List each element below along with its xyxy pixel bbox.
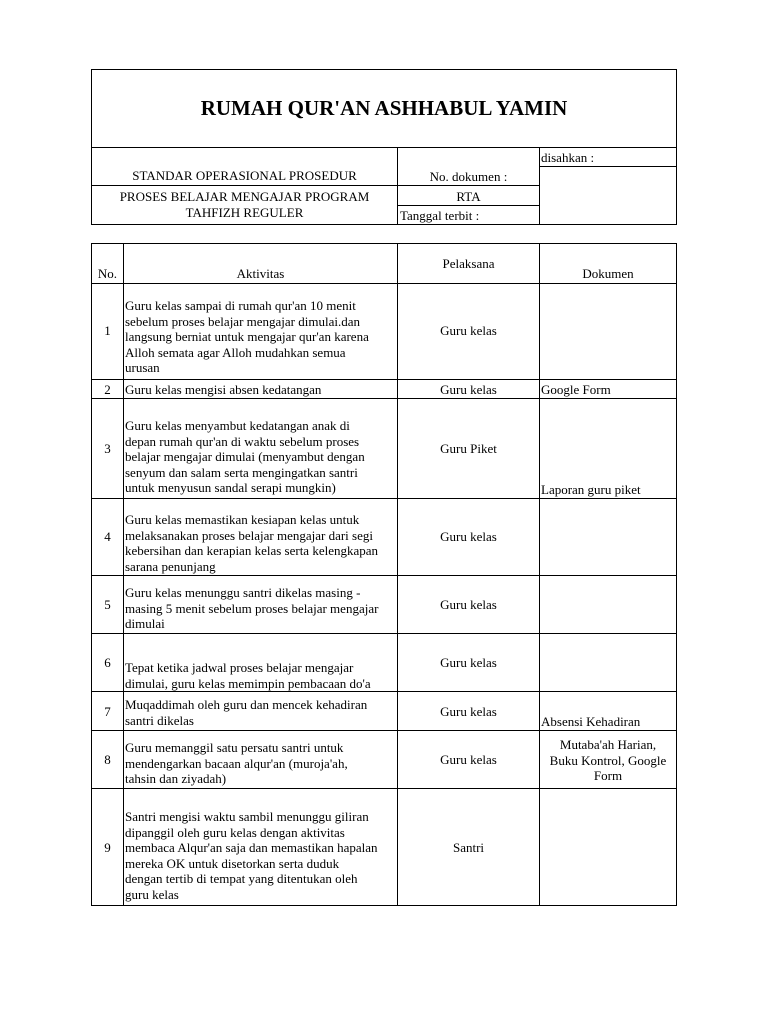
column-header-no: No. [97,266,118,281]
row-document: Mutaba'ah Harian, Buku Kontrol, Google Form [549,737,667,783]
row-activity: Muqaddimah oleh guru dan mencek kehadiran santri dikelas [125,697,368,728]
table-row-line [91,633,677,634]
row-activity: Guru kelas menunggu santri dikelas masing - masing 5 menit sebelum proses belajar mengajar dimulai [125,585,379,631]
table-row-line [91,398,677,399]
issue-date-label: Tanggal terbit : [400,208,480,223]
row-activity: Santri mengisi waktu sambil menunggu giliran dipanggil oleh guru kelas dengan aktivitas membaca Alqur'an saja dan memastikan hapalan mereka OK untuk disetorkan serta duduk dengan tertib di tempat yang ditentukan oleh guru kelas [125,809,378,902]
table-row-line [91,905,677,906]
row-activity: Guru kelas memastikan kesiapan kelas untuk melaksanakan proses belajar mengajar dari segi kebersihan dan kerapian kelas serta kelengkapan sarana penunjang [125,512,379,574]
row-executor: Guru kelas [440,597,497,612]
row-number: 2 [104,382,111,397]
header-row-divider-left [91,185,540,186]
row-executor: Santri [452,840,485,855]
column-header-executor: Pelaksana [442,256,495,271]
header-divider-bottom [91,224,677,225]
table-row-line [91,575,677,576]
row-activity: Guru memanggil satu persatu santri untuk mendengarkan bacaan alqur'an (muroja'ah, tahsin dan ziyadah) [125,740,348,786]
row-activity: Tepat ketika jadwal proses belajar mengajar dimulai, guru kelas memimpin pembacaan do'a [125,660,371,691]
table-row-line [91,379,677,380]
doc-no-label: No. dokumen : [429,169,508,184]
row-document: Absensi Kehadiran [541,714,641,729]
row-activity: Guru kelas menyambut kedatangan anak di depan rumah qur'an di waktu sebelum proses belajar mengajar dimulai (menyambut dengan senyum dan salam serta mengingatkan santri untuk menyusun sandal serapi mungkin) [125,418,365,495]
row-number: 3 [104,441,111,456]
header-divider-title [91,147,677,148]
table-row-line [91,283,677,284]
row-number: 8 [104,752,111,767]
table-row-line [91,498,677,499]
row-executor: Guru Piket [440,441,497,456]
row-number: 7 [104,704,111,719]
row-number: 9 [104,840,111,855]
row-number: 6 [104,655,111,670]
row-executor: Guru kelas [440,752,497,767]
doc-no-value: RTA [456,189,481,204]
row-executor: Guru kelas [440,382,497,397]
row-executor: Guru kelas [440,323,497,338]
approved-label: disahkan : [541,150,595,165]
row-document: Google Form [541,382,611,397]
header-col-divider-2 [539,147,540,225]
row-document: Laporan guru piket [541,482,641,497]
header-col-divider-1 [397,147,398,225]
header-row-divider-mid [397,205,540,206]
row-executor: Guru kelas [440,655,497,670]
table-row-line [91,691,677,692]
table-row-line [91,788,677,789]
column-header-document: Dokumen [582,266,634,281]
row-activity: Guru kelas sampai di rumah qur'an 10 menit sebelum proses belajar mengajar dimulai.dan langsung berniat untuk mengajar qur'an karena Alloh semata agar Alloh mudahkan semua urusan [125,298,369,375]
page-title: RUMAH QUR'AN ASHHABUL YAMIN [200,96,568,120]
sop-label: STANDAR OPERASIONAL PROSEDUR [132,168,357,183]
row-number: 5 [104,597,111,612]
table-row-line [91,730,677,731]
header-border-top [91,69,677,70]
process-title: PROSES BELAJAR MENGAJAR PROGRAM TAHFIZH REGULER [119,189,370,220]
row-number: 1 [104,323,111,338]
row-executor: Guru kelas [440,704,497,719]
row-executor: Guru kelas [440,529,497,544]
table-row-line [91,243,677,244]
row-activity: Guru kelas mengisi absen kedatangan [125,382,322,397]
column-header-activity: Aktivitas [236,266,285,281]
header-row-divider-right [539,166,677,167]
row-number: 4 [104,529,111,544]
